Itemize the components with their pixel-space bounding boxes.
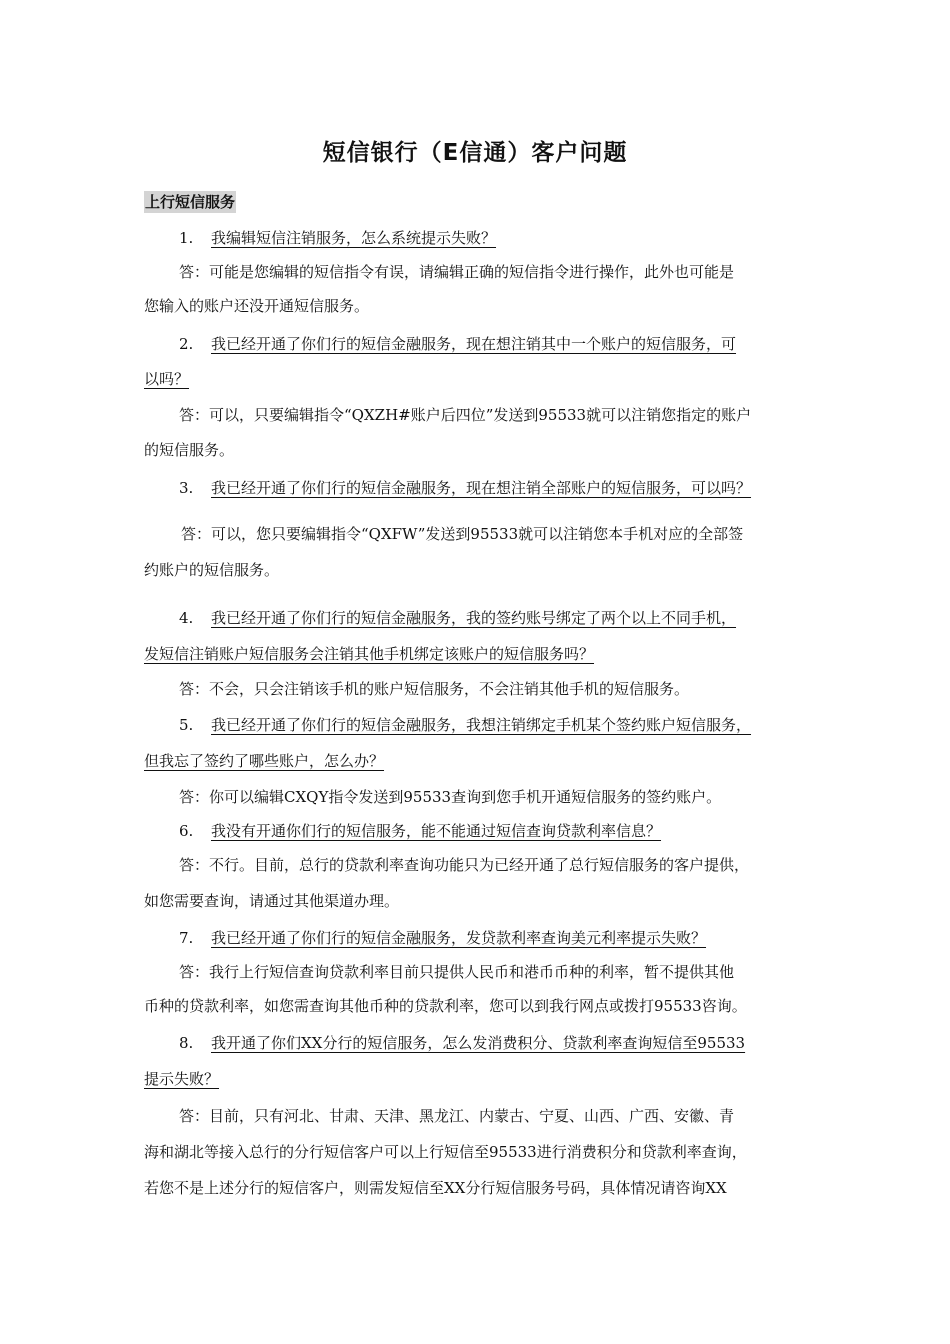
question-text: 提示失败？ — [144, 1070, 220, 1088]
answer-text: 您输入的账户还没开通短信服务。 — [144, 297, 370, 315]
page-title: 短信银行（E信通）客户问题 — [322, 140, 628, 166]
answer-text: 若您不是上述分行的短信客户，则需发短信至XX分行短信服务号码，具体情况请咨询XX — [144, 1179, 727, 1197]
answer-text: 币种的贷款利率，如您需查询其他币种的贷款利率，您可以到我行网点或拨打95533咨询。 — [144, 997, 747, 1015]
question-text: 但我忘了签约了哪些账户，怎么办？ — [144, 752, 385, 770]
answer-text: 答：可以，只要编辑指令“QXZH#账户后四位”发送到95533就可以注销您指定的账户 — [179, 406, 752, 424]
question-number: 2. — [179, 335, 194, 353]
answer-text: 答：不会，只会注销该手机的账户短信服务，不会注销其他手机的短信服务。 — [179, 680, 690, 698]
question-text: 发短信注销账户短信服务会注销其他手机绑定该账户的短信服务吗？ — [144, 645, 595, 663]
question-text: 我已经开通了你们行的短信金融服务，我的签约账号绑定了两个以上不同手机， — [211, 609, 737, 627]
answer-text: 答：你可以编辑CXQY指令发送到95533查询到您手机开通短信服务的签约账户。 — [179, 788, 722, 806]
question-number: 3. — [179, 479, 194, 497]
question-text: 我没有开通你们行的短信服务，能不能通过短信查询贷款利率信息？ — [211, 822, 662, 840]
answer-text: 如您需要查询，请通过其他渠道办理。 — [144, 892, 400, 910]
question-text: 我已经开通了你们行的短信金融服务，现在想注销其中一个账户的短信服务，可 — [211, 335, 737, 353]
answer-text: 答：可能是您编辑的短信指令有误，请编辑正确的短信指令进行操作，此外也可能是 — [179, 263, 735, 281]
question-text: 我已经开通了你们行的短信金融服务，发贷款利率查询美元利率提示失败？ — [211, 929, 707, 947]
question-number: 6. — [179, 822, 194, 840]
section-heading: 上行短信服务 — [145, 193, 236, 211]
answer-text: 海和湖北等接入总行的分行短信客户可以上行短信至95533进行消费积分和贷款利率查询， — [144, 1143, 747, 1161]
question-number: 7. — [179, 929, 194, 947]
answer-text: 答：我行上行短信查询贷款利率目前只提供人民币和港币币种的利率，暂不提供其他 — [179, 963, 735, 981]
question-text: 我已经开通了你们行的短信金融服务，现在想注销全部账户的短信服务，可以吗？ — [211, 479, 752, 497]
answer-text: 答：不行。目前，总行的贷款利率查询功能只为已经开通了总行短信服务的客户提供， — [179, 856, 750, 874]
answer-text: 答：可以，您只要编辑指令“QXFW”发送到95533就可以注销您本手机对应的全部签 — [181, 525, 744, 543]
question-text: 我开通了你们XX分行的短信服务，怎么发消费积分、贷款利率查询短信至95533 — [211, 1034, 746, 1052]
question-number: 4. — [179, 609, 194, 627]
question-text: 我编辑短信注销服务，怎么系统提示失败？ — [211, 229, 497, 247]
question-text: 我已经开通了你们行的短信金融服务，我想注销绑定手机某个签约账户短信服务， — [211, 716, 752, 734]
question-number: 8. — [179, 1034, 194, 1052]
question-number: 1. — [179, 229, 194, 247]
answer-text: 约账户的短信服务。 — [144, 561, 280, 579]
question-number: 5. — [179, 716, 194, 734]
question-text: 以吗？ — [144, 370, 190, 388]
answer-text: 的短信服务。 — [144, 441, 235, 459]
answer-text: 答：目前，只有河北、甘肃、天津、黑龙江、内蒙古、宁夏、山西、广西、安徽、青 — [179, 1107, 735, 1125]
